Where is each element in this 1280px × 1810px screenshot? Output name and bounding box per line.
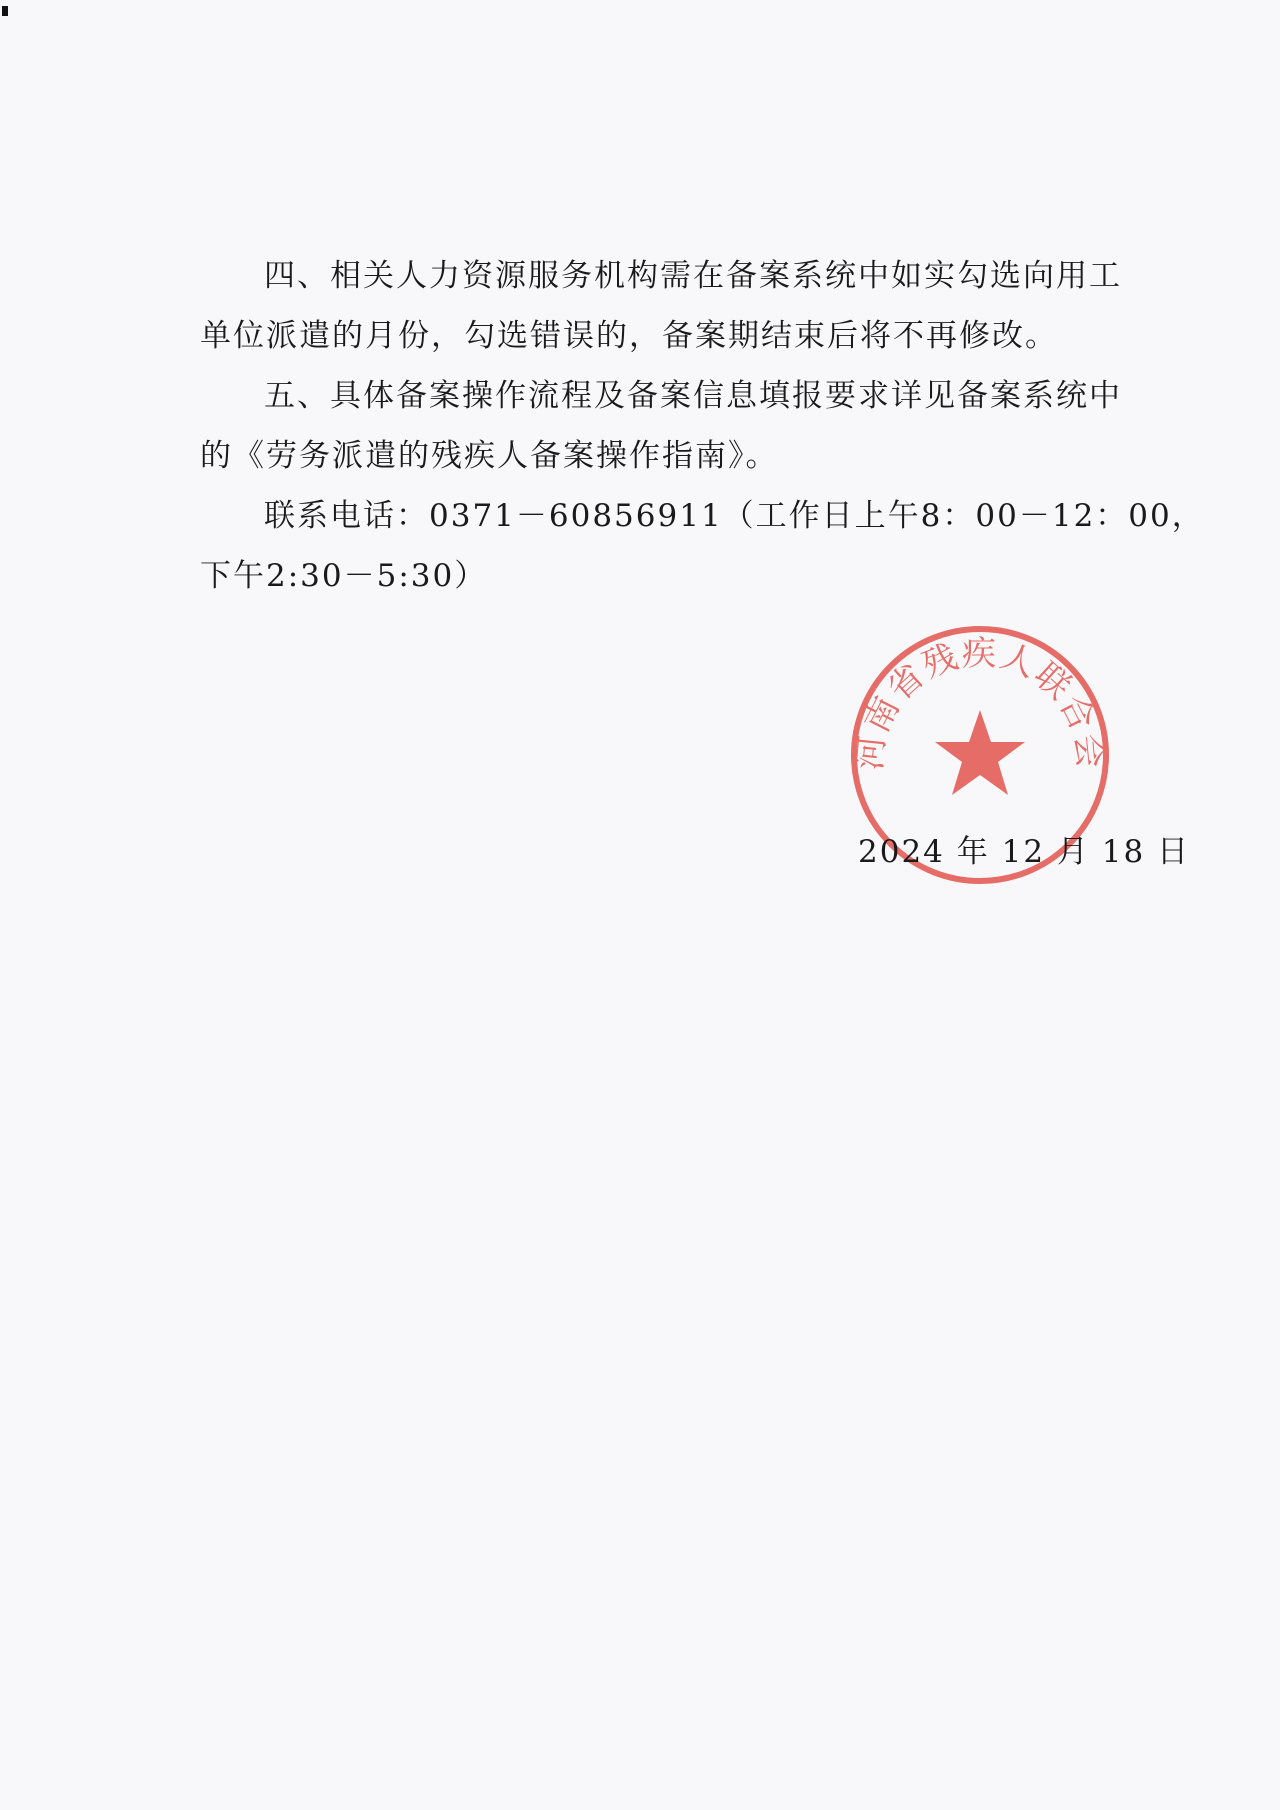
seal-text: 河南省残疾人联合会 xyxy=(849,633,1111,772)
seal-star-icon xyxy=(935,710,1025,795)
paragraph-5-line-2: 的《劳务派遣的残疾人备案操作指南》。 xyxy=(200,438,779,474)
document-body xyxy=(200,246,1205,606)
contact-line-1: 联系电话：0371－60856911（工作日上午8：00－12：00， xyxy=(264,498,1205,534)
scan-corner-mark xyxy=(2,6,8,16)
contact-line-2: 下午2:30－5:30） xyxy=(200,558,488,594)
paragraph-4-line-1: 四、相关人力资源服务机构需在备案系统中如实勾选向用工 xyxy=(264,258,1122,294)
document-date: 2024 年 12 月 18 日 xyxy=(858,834,1191,870)
paragraph-5-line-1: 五、具体备案操作流程及备案信息填报要求详见备案系统中 xyxy=(264,378,1122,414)
paragraph-4-line-2: 单位派遣的月份，勾选错误的，备案期结束后将不再修改。 xyxy=(200,318,1058,354)
